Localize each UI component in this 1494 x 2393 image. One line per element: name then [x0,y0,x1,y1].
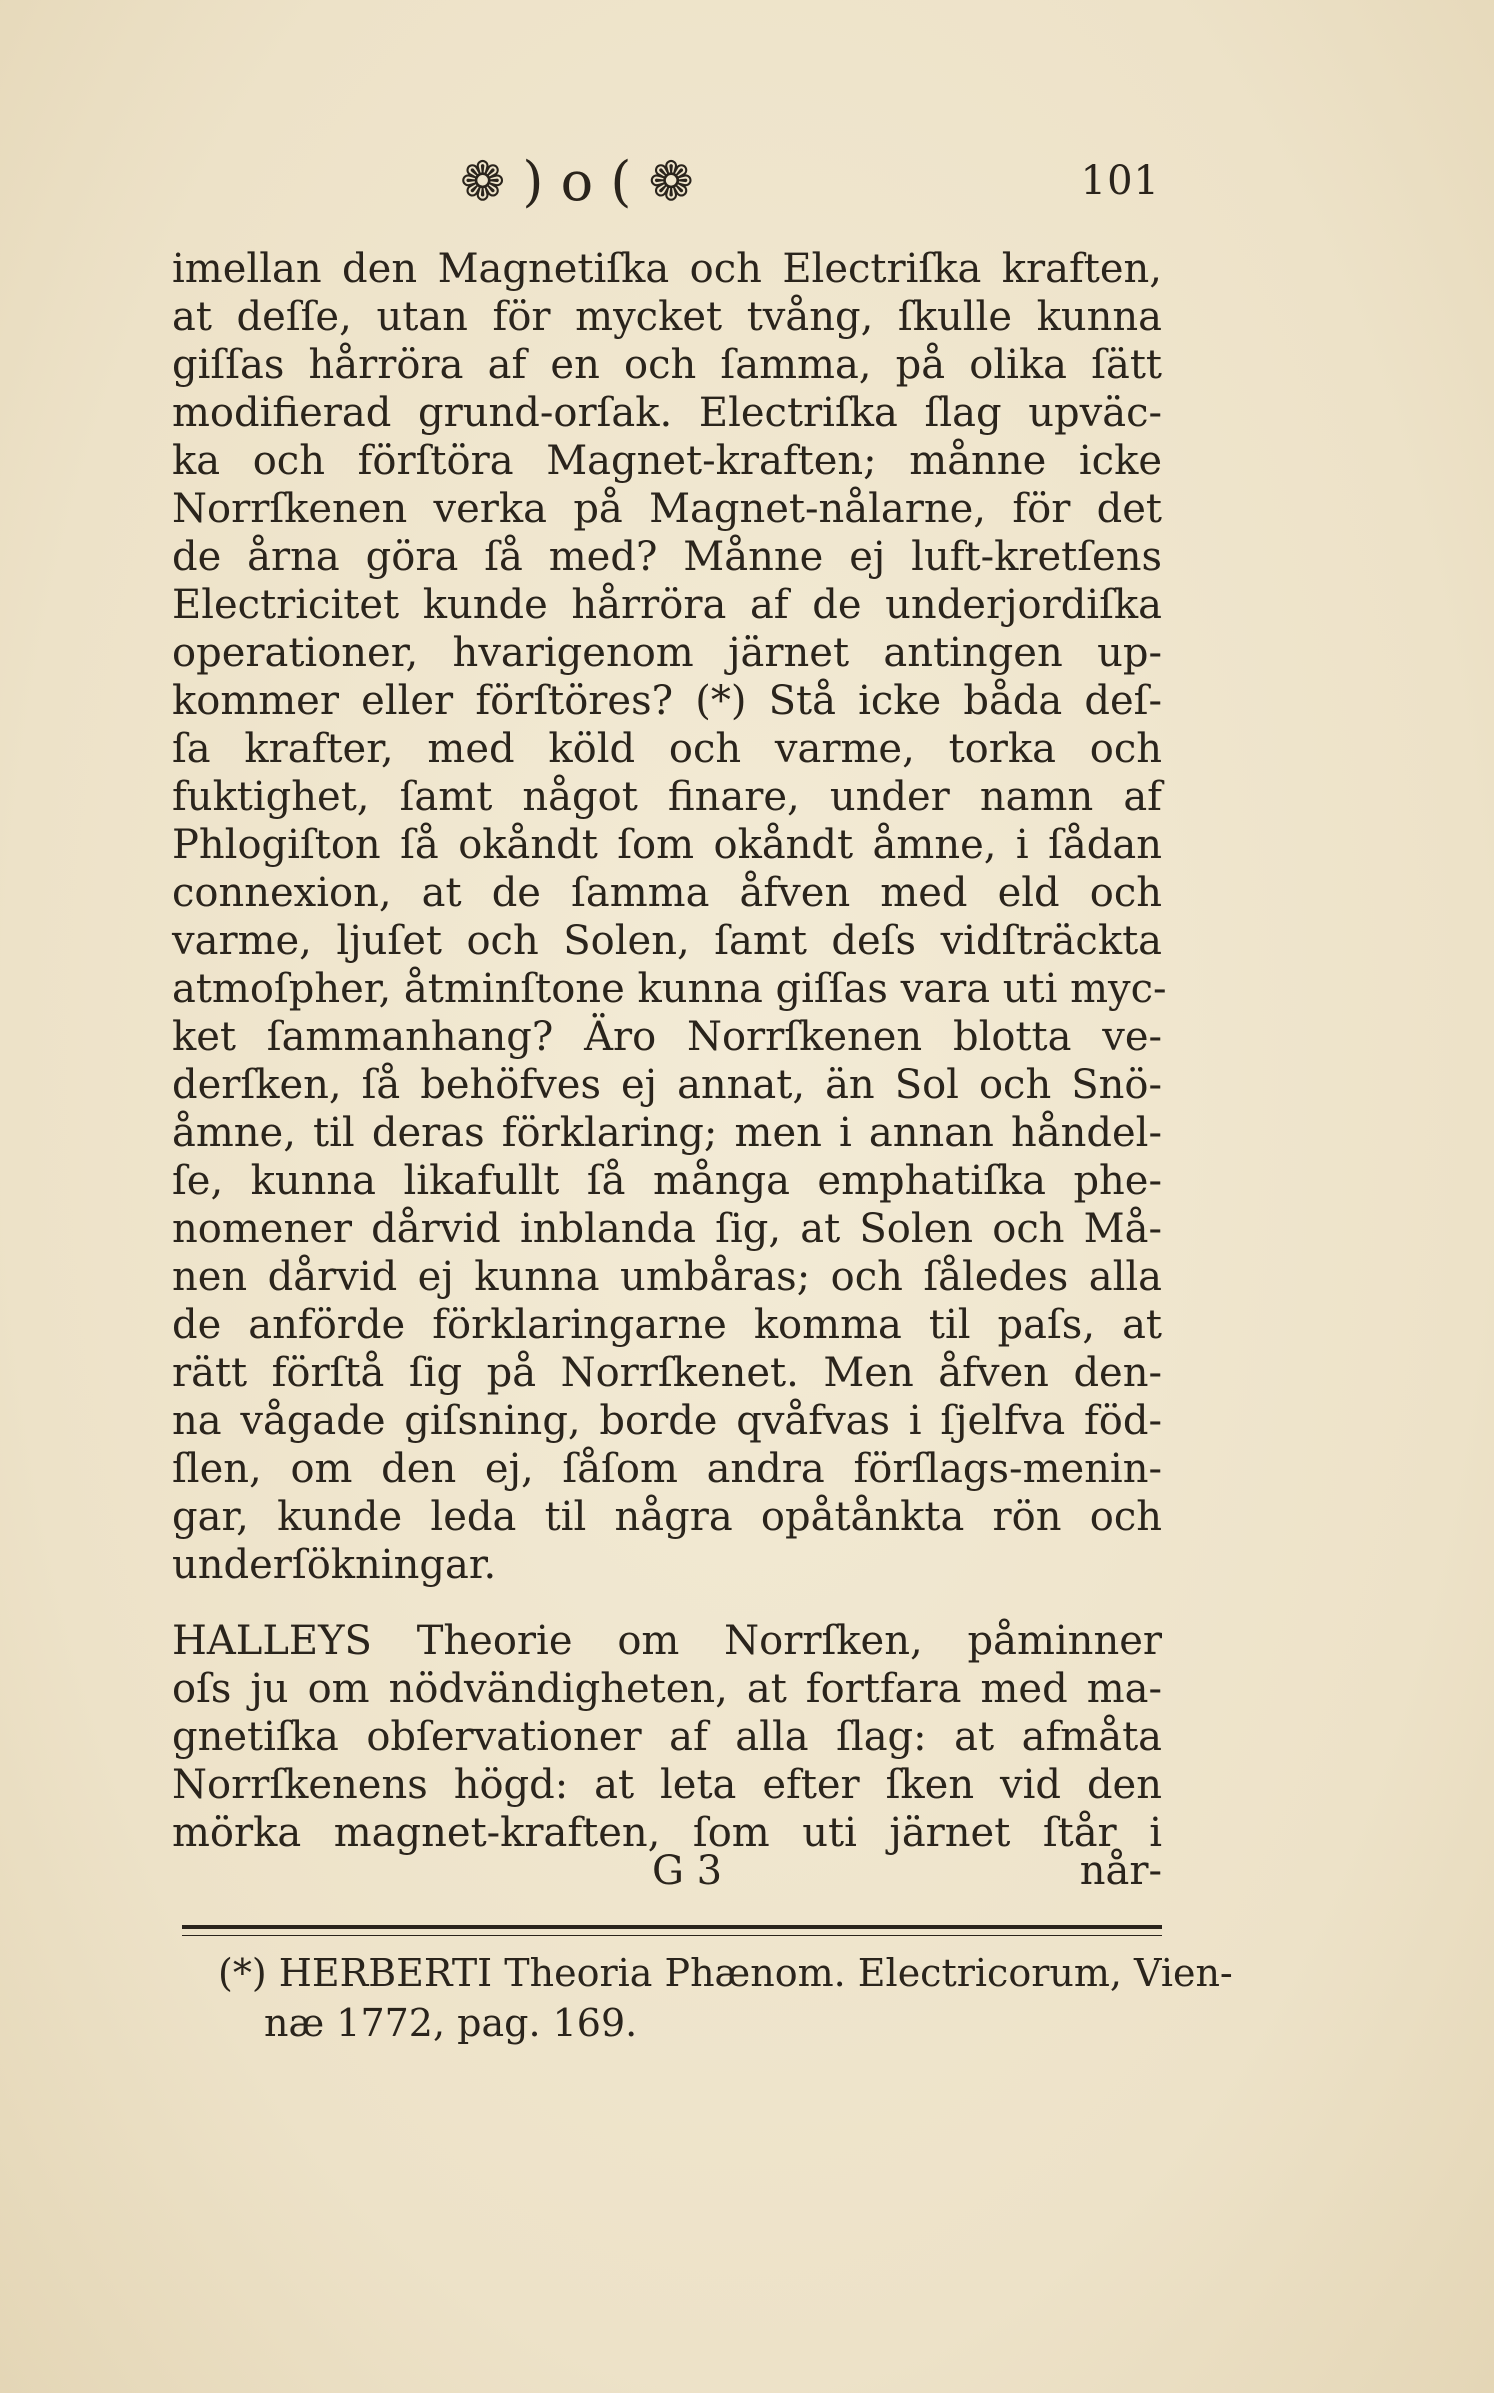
text-line: atmoſpher, åtminſtone kunna giſſas vara uti myc- [172,966,1167,1012]
text-line: gar, kunde leda til några opåtånkta rön och [172,1494,1162,1540]
text-line: de anförde förklaringarne komma til paſs, at [172,1302,1162,1348]
text-line: Norrſkenens högd: at leta efter ſken vid den [172,1762,1162,1808]
paragraph-1 [172,245,1167,1589]
paragraph-gap [172,1589,1162,1617]
text-line: na vågade giſsning, borde qvåfvas i ſjelfva föd- [172,1398,1162,1444]
text-line: ka och förſtöra Magnet-kraften; månne icke [172,438,1162,484]
text-line: derſken, ſå behöfves ej annat, än Sol och Snö- [172,1062,1162,1108]
footnote [218,1948,1233,2048]
text-line: ket ſammanhang? Äro Norrſkenen blotta ve- [172,1014,1162,1060]
text-line: Norrſkenen verka på Magnet-nålarne, för det [172,486,1162,532]
text-line: nen dårvid ej kunna umbåras; och ſåledes alla [172,1254,1162,1300]
text-line: giſſas hårröra af en och ſamma, på olika ſätt [172,342,1162,388]
text-line: oſs ju om nödvändigheten, at fortfara med ma- [172,1666,1162,1712]
footnote-line: næ 1772, pag. 169. [264,2001,638,2045]
header-ornament [460,150,694,213]
text-line: underſökningar. [172,1542,497,1588]
text-line: varme, ljuſet och Solen, ſamt deſs vidſträckta [172,918,1162,964]
text-line: Phlogiſton ſå okåndt ſom okåndt åmne, i ſådan [172,822,1162,868]
page-footer [172,1848,1162,1898]
text-line: operationer, hvarigenom järnet antingen up- [172,630,1162,676]
paragraph-2 [172,1617,1162,1857]
text-line: kommer eller förſtöres? (*) Stå icke båda deſ- [172,678,1162,724]
text-line: modifierad grund-orſak. Electriſka ſlag upväc- [172,390,1162,436]
text-line: mörka magnet-kraften, ſom uti järnet ſtår i [172,1810,1162,1856]
text-line: de årna göra ſå med? Månne ej luft-kretſens [172,534,1162,580]
footnote-line: (*) HERBERTI Theoria Phænom. Electricorum, Vien- [218,1951,1233,1995]
text-line: ſlen, om den ej, ſåſom andra förſlags-menin- [172,1446,1162,1492]
text-line: fuktighet, ſamt något finare, under namn af [172,774,1162,820]
text-line: Electricitet kunde hårröra af de underjordiſka [172,582,1162,628]
catchword: når- [1079,1848,1162,1894]
text-line: ſe, kunna likafullt ſå många emphatiſka phe- [172,1158,1162,1204]
signature-mark: G 3 [652,1848,723,1894]
text-line: imellan den Magnetiſka och Electriſka kraften, [172,246,1162,292]
page-header [160,150,1160,230]
page-number: 101 [1080,158,1160,204]
text-line: gnetiſka obſervationer af alla ſlag: at afmåta [172,1714,1162,1760]
text-line: ſa krafter, med köld och varme, torka och [172,726,1162,772]
body-text [172,245,1167,1857]
text-line: åmne, til deras förklaring; men i annan håndel- [172,1110,1162,1156]
text-line: HALLEYS Theorie om Norrſken, påminner [172,1618,1162,1664]
text-line: connexion, at de ſamma åfven med eld och [172,870,1162,916]
header-ornament-text: ❁ ) o ( ❁ [460,150,694,213]
footnote-rule [182,1925,1162,1936]
text-line: at deſſe, utan för mycket tvång, ſkulle kunna [172,294,1162,340]
text-line: nomener dårvid inblanda ſig, at Solen och Må- [172,1206,1162,1252]
text-line: rätt förſtå ſig på Norrſkenet. Men åfven den- [172,1350,1162,1396]
